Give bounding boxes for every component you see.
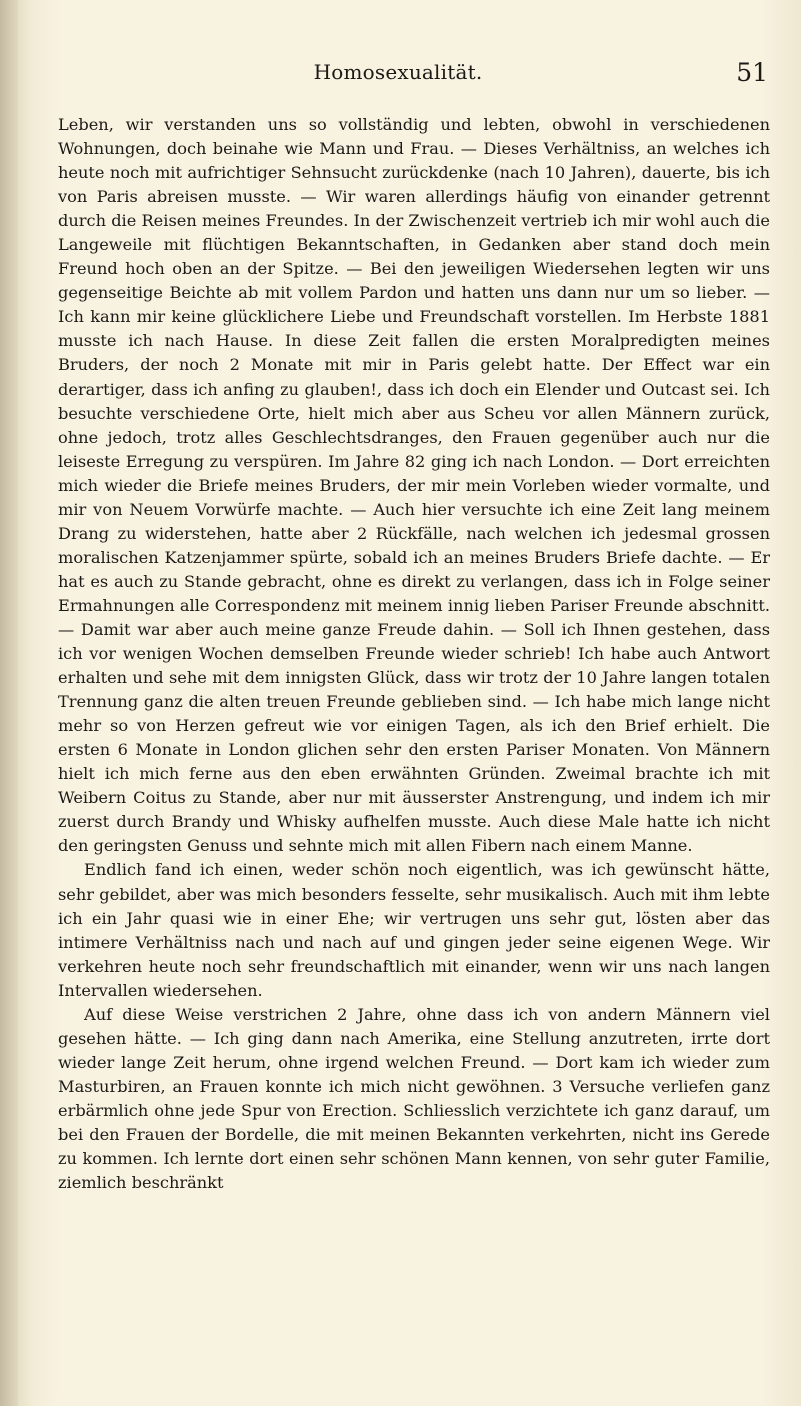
body-text (58, 113, 770, 1195)
paragraph: Auf diese Weise verstrichen 2 Jahre, ohne dass ich von andern Männern viel gesehen hätte. — Ich ging dann nach Amerika, eine Stellung anzutreten, irrte dort wieder lange Zeit herum, ohne irgend welchen Freund. — Dort kam ich wieder zum Masturbiren, an Frauen konnte ich mich nicht gewöhnen. 3 Versuche verliefen ganz erbärmlich ohne jede Spur von Erection. Schliesslich verzichtete ich ganz darauf, um bei den Frauen der Bordelle, die mit meinen Bekannten verkehrten, nicht ins Gerede zu kommen. Ich lernte dort einen sehr schönen Mann kennen, von sehr guter Familie, ziemlich beschränkt (58, 1004, 770, 1193)
paragraph: Leben, wir verstanden uns so vollständig und lebten, obwohl in verschiedenen Wohnungen, doch beinahe wie Mann und Frau. — Dieses Verhältniss, an welches ich heute noch mit aufrichtiger Sehnsucht zurückdenke (nach 10 Jahren), dauerte, bis ich von Paris abreisen musste. — Wir waren allerdings häufig von einander getrennt durch die Reisen meines Freundes. In der Zwischenzeit vertrieb ich mir wohl auch die Langeweile mit flüchtigen Bekanntschaften, in Gedanken aber stand doch mein Freund hoch oben an der Spitze. — Bei den jeweiligen Wiedersehen legten wir uns gegenseitige Beichte ab mit vollem Pardon und hatten uns dann nur um so lieber. — Ich kann mir keine glücklichere Liebe und Freundschaft vorstellen. Im Herbste 1881 musste ich nach Hause. In diese Zeit fallen die ersten Moralpredigten meines Bruders, der noch 2 Monate mit mir in Paris gelebt hatte. Der Effect war ein derartiger, dass ich anfing zu glauben!, dass ich doch ein Elender und Outcast sei. Ich besuchte verschiedene Orte, hielt mich aber aus Scheu vor allen Männern zurück, ohne jedoch, trotz alles Geschlechtsdranges, den Frauen gegenüber auch nur die leiseste Erregung zu verspüren. Im Jahre 82 ging ich nach London. — Dort erreichten mich wieder die Briefe meines Bruders, der mir mein Vorleben wieder vormalte, und mir von Neuem Vorwürfe machte. — Auch hier versuchte ich eine Zeit lang meinem Drang zu widerstehen, hatte aber 2 Rückfälle, nach welchen ich jedesmal grossen moralischen Katzenjammer spürte, sobald ich an meines Bruders Briefe dachte. — Er hat es auch zu Stande gebracht, ohne es direkt zu verlangen, dass ich in Folge seiner Ermahnungen alle Correspondenz mit meinem innig lieben Pariser Freunde abschnitt. — Damit war aber auch meine ganze Freude dahin. — Soll ich Ihnen gestehen, dass ich vor wenigen Wochen demselben Freunde wieder schrieb! Ich habe auch Antwort erhalten und sehe mit dem innigsten Glück, dass wir trotz der 10 Jahre langen totalen Trennung ganz die alten treuen Freunde geblieben sind. — Ich habe mich lange nicht mehr so von Herzen gefreut wie vor einigen Tagen, als ich den Brief erhielt. Die ersten 6 Monate in London glichen sehr den ersten Pariser Monaten. Von Männern hielt ich mich ferne aus den eben erwähnten Gründen. Zweimal brachte ich mit Weibern Coitus zu Stande, aber nur mit äusserster Anstrengung, und indem ich mir zuerst durch Brandy und Whisky aufhelfen musste. Auch diese Male hatte ich nicht den geringsten Genuss und sehnte mich mit allen Fibern nach einem Manne. (58, 115, 770, 856)
paragraph: Endlich fand ich einen, weder schön noch eigentlich, was ich gewünscht hätte, sehr gebildet, aber was mich besonders fesselte, sehr musikalisch. Auch mit ihm lebte ich ein Jahr quasi wie in einer Ehe; wir vertrugen uns sehr gut, lösten aber das intimere Verhältniss nach und nach auf und gingen jeder seine eigenen Wege. Wir verkehren heute noch sehr freundschaftlich mit einander, wenn wir uns nach langen Intervallen wiedersehen. (58, 860, 770, 1000)
page-number: 51 (736, 58, 768, 87)
binding-shadow (0, 0, 18, 1406)
running-title: Homosexualität. (313, 60, 483, 84)
page-header (58, 60, 768, 100)
